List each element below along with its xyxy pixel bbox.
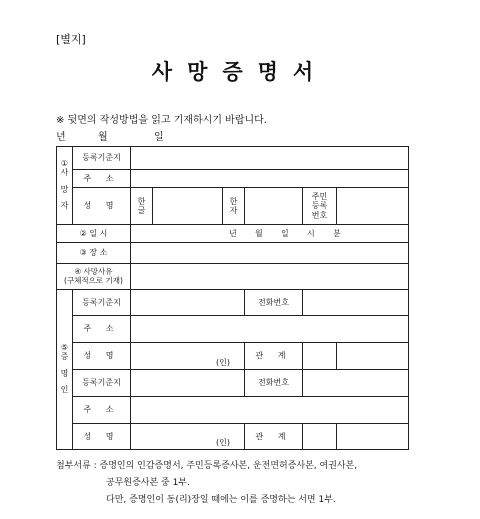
deceased-resident-no-field[interactable] <box>337 188 409 225</box>
witness-section-label: ⑤ 증 명 인 <box>57 290 73 450</box>
witness1-registry-label: 등록기준지 <box>73 290 131 316</box>
witness2-registry-label: 등록기준지 <box>73 370 131 397</box>
witness2-relation-label: 관 계 <box>245 424 303 450</box>
datetime-field[interactable] <box>131 225 409 243</box>
witness1-relation-field[interactable] <box>303 343 337 370</box>
deceased-registry-label: 등록기준지 <box>73 147 131 170</box>
cause-label: ④ 사망사유 (구체적으로 기재) <box>57 264 131 290</box>
date-year-label: 년 <box>56 132 66 143</box>
witness1-name-field[interactable] <box>131 343 245 370</box>
witness2-seal-mark: (인) <box>216 437 230 447</box>
witness2-name-field[interactable] <box>131 424 245 450</box>
deceased-address-label: 주 소 <box>73 170 131 188</box>
date-month-label: 월 <box>98 132 108 143</box>
witness1-relation-label: 관 계 <box>245 343 303 370</box>
deceased-section-label: ① 사 망 자 <box>57 147 73 225</box>
datetime-hour-label: 시 <box>307 228 315 238</box>
date-day-label: 일 <box>154 132 164 143</box>
death-certificate-form <box>56 146 409 450</box>
date-line <box>56 128 164 143</box>
witness2-extra-field[interactable] <box>337 424 409 450</box>
witness2-relation-field[interactable] <box>303 424 337 450</box>
witness2-registry-field[interactable] <box>131 370 245 397</box>
deceased-hanja-label: 한 자 <box>223 188 245 225</box>
witness1-address-field[interactable] <box>131 316 409 343</box>
attachments-line-3: 다만, 증명인이 동(리)장일 때에는 이를 증명하는 서면 1부. <box>106 495 336 505</box>
appendix-label: [별지] <box>56 33 86 46</box>
witness1-phone-field[interactable] <box>303 290 409 316</box>
place-label: ③ 장 소 <box>57 243 131 264</box>
witness1-registry-field[interactable] <box>131 290 245 316</box>
datetime-minute-label: 분 <box>333 228 341 238</box>
deceased-name-label: 성 명 <box>73 188 131 225</box>
witness1-phone-label: 전화번호 <box>245 290 303 316</box>
deceased-hangul-label: 한 글 <box>131 188 153 225</box>
attachments-line-2: 공무원증사본 중 1부. <box>106 478 190 488</box>
attachments-line-1: 첨부서류 : 증명인의 인감증명서, 주민등록증사본, 운전면허증사본, 여권사본, <box>56 461 358 471</box>
witness2-phone-label: 전화번호 <box>245 370 303 397</box>
witness1-address-label: 주 소 <box>73 316 131 343</box>
deceased-hangul-field[interactable] <box>153 188 223 225</box>
place-field[interactable] <box>131 243 409 264</box>
witness2-address-label: 주 소 <box>73 397 131 424</box>
deceased-resident-no-label: 주민 등록 번호 <box>303 188 337 225</box>
witness1-seal-mark: (인) <box>216 357 230 367</box>
cause-field[interactable] <box>131 264 409 290</box>
datetime-month-label: 월 <box>255 228 263 238</box>
witness1-name-label: 성 명 <box>73 343 131 370</box>
deceased-address-field[interactable] <box>131 170 409 188</box>
witness2-phone-field[interactable] <box>303 370 409 397</box>
witness2-address-field[interactable] <box>131 397 409 424</box>
witness1-extra-field[interactable] <box>337 343 409 370</box>
datetime-label: ② 일 시 <box>57 225 131 243</box>
datetime-year-label: 년 <box>229 228 237 238</box>
deceased-hanja-field[interactable] <box>245 188 303 225</box>
datetime-day-label: 일 <box>281 228 289 238</box>
witness2-name-label: 성 명 <box>73 424 131 450</box>
page-title: 사망증명서 <box>151 59 329 84</box>
notice-text: ※ 뒷면의 작성방법을 읽고 기재하시기 바랍니다. <box>56 115 267 126</box>
deceased-registry-field[interactable] <box>131 147 409 170</box>
